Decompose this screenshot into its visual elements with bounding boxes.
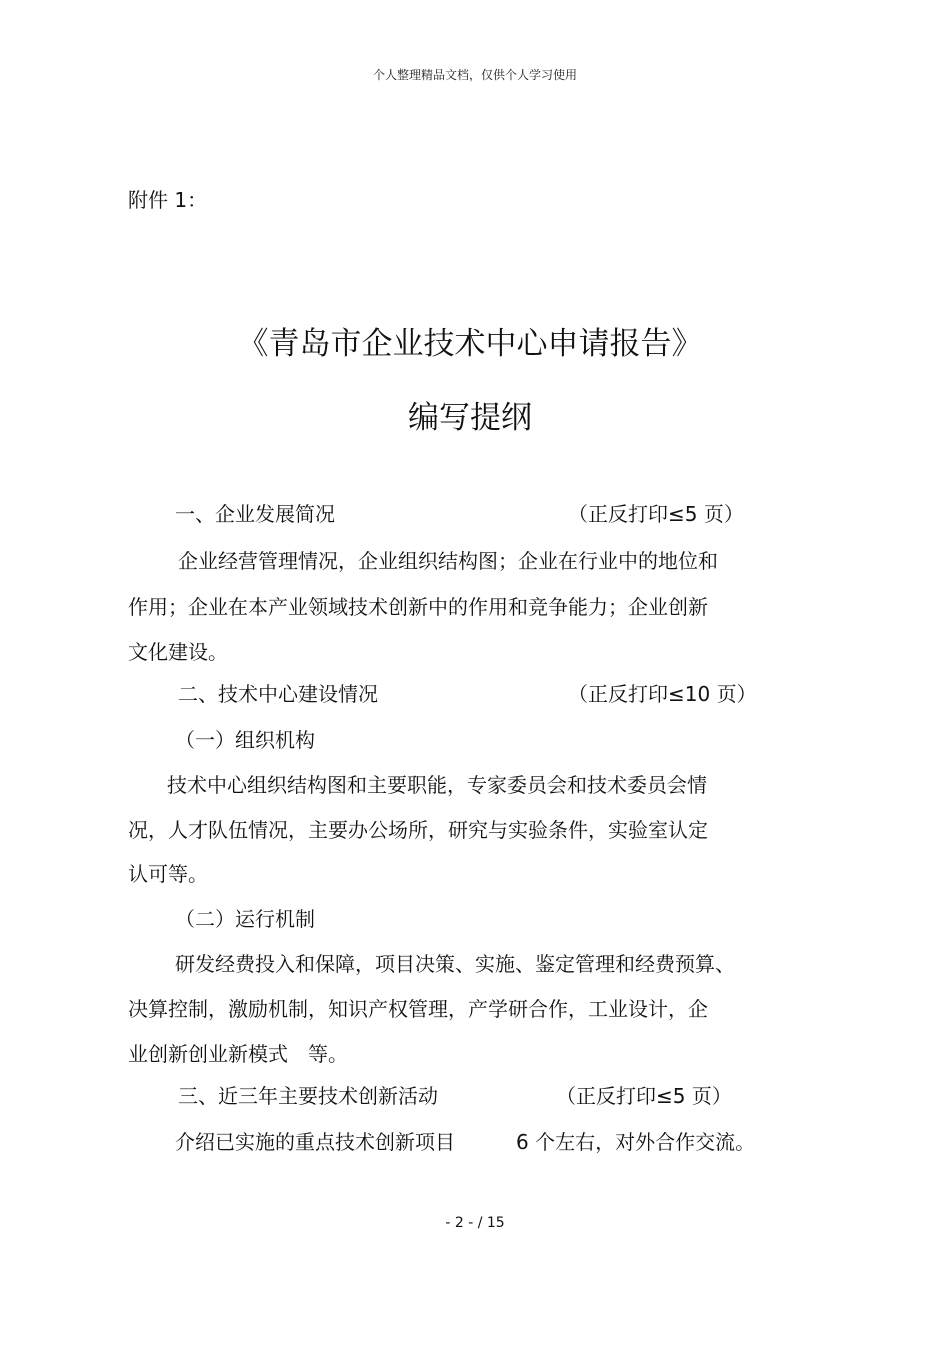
subsection1-heading: （一）组织机构 <box>175 728 315 752</box>
subsection1-line: 况，人才队伍情况，主要办公场所，研究与实验条件，实验室认定 <box>128 818 708 842</box>
document-subtitle: 编写提纲 <box>408 400 532 436</box>
section3-note: （正反打印≤5 页） <box>556 1084 732 1108</box>
subsection2-line: 研发经费投入和保障，项目决策、实施、鉴定管理和经费预算、 <box>175 952 735 976</box>
subsection1-line: 技术中心组织结构图和主要职能，专家委员会和技术委员会情 <box>167 773 707 797</box>
page-number: - 2 - / 15 <box>445 1215 505 1231</box>
section3-line-part2: 6 个左右，对外合作交流。 <box>516 1130 756 1154</box>
section2-heading: 二、技术中心建设情况 <box>178 682 378 706</box>
page-header: 个人整理精品文档，仅供个人学习使用 <box>372 68 577 82</box>
subsection1-line: 认可等。 <box>128 862 208 886</box>
section1-line: 企业经营管理情况，企业组织结构图；企业在行业中的地位和 <box>178 549 718 573</box>
section3-heading: 三、近三年主要技术创新活动 <box>178 1084 438 1108</box>
document-title: 《青岛市企业技术中心申请报告》 <box>237 326 703 362</box>
section1-note: （正反打印≤5 页） <box>568 502 744 526</box>
section1-line: 文化建设。 <box>128 640 228 664</box>
subsection2-line: 决算控制，激励机制，知识产权管理，产学研合作，工业设计，企 <box>128 997 708 1021</box>
subsection2-heading: （二）运行机制 <box>175 907 315 931</box>
section1-heading: 一、企业发展简况 <box>175 502 335 526</box>
section2-note: （正反打印≤10 页） <box>568 682 757 706</box>
section3-line-part1: 介绍已实施的重点技术创新项目 <box>175 1130 455 1154</box>
section1-line: 作用；企业在本产业领域技术创新中的作用和竞争能力；企业创新 <box>128 595 708 619</box>
attachment-label: 附件 1： <box>128 188 208 212</box>
subsection2-line: 业创新创业新模式 等。 <box>128 1042 348 1066</box>
